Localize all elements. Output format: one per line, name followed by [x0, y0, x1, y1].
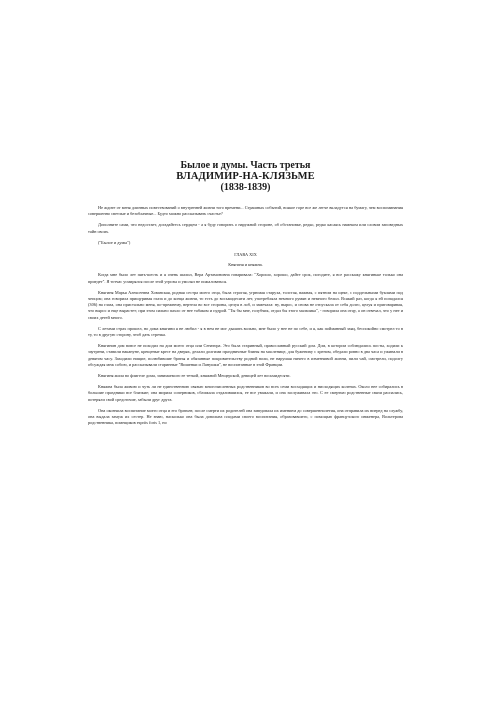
body-paragraph: Княгинин дом вовсе не походил на дом моего отца или Сенатора. Это была старинный, православный русский дом. Дом, в котором соблюдались посты, ходили к заутрени, ставили накануне, крещеные крест на дверях, делали долгими праздничные блины на масленице, для бужениny с хреном, обедали ровно в два часа и ужинали в девятом часу. Заходили нищие, полюбившие братья и обязанные покровительству родной воли, не нарушая ничего в изменчивой жизни, пили чай, смотрели, подолгу обсуждая меж собою, и рассказывали старинные "Вишенки и Ланушки", не воспитанные в этой Франции. [88, 343, 403, 367]
epigraph-paragraph: Не ждите от меня длинных повествований о внутренней жизни того времени... Страшных событий, всякое горе все же легче вкладутся на бумагу, чем воспоминания совершенно светлые и безоблачные... Будто можно рассказывать счастье? [88, 205, 403, 217]
epigraph-paragraph: Дополните сами, что недостает, догадайтесь сердцем - а я буду говорить о наружной стороне, об обстановке, редко, редко касаясь намеком или словом заповедных тайн своих. [88, 222, 403, 234]
body-paragraph: Она окончила воспитание моего отца и его братьев; после смерти их родителей она заведовала их имением до совершеннолетия, она отправила их вперед на службу, она выдала замуж их сестер. Не знаю, насколько она была довольна плодами своего воспитания, образовавшего, с помощью французского инженера, Вольтерова родственника, помещиков esprits forts 1, но [88, 407, 403, 426]
title-block [88, 160, 403, 193]
chapter-subtitle: Княгиня и княжна. [228, 262, 263, 268]
epigraph-source: ("Былое и думы") [98, 239, 131, 245]
chapter-heading: ГЛАВА XIX [234, 252, 257, 258]
body-paragraph: Княгиня Марья Алексеевна Хованская, родная сестра моего отца, была строгая, угрюмая старуха, толстая, важная, с пятном на щеке, с поддельными буклями под чепцом; она говорила прищуривая глаза и до конца жизни, то есть до восьмидесяти лет, употребляла немного румян и немного белил. Всякий раз, когда я ей попадался (306) на глаза, она пристально меня, по-прежнему, вертела во все стороны, целуя в лоб, и замечала: ну, вырос, и снова не отпускала от себя долго, целуя и приговаривая, что вырос и еще вырастет; при этом сильно пахло от нее табаком и пудрой. "Ты бы мне, голубчик, отдал бы этого мальчика", - говорила она отцу, а он отвечал, что у нее и своих детей много. [88, 289, 403, 320]
body-paragraph: Княгиня жила во флигеле дома, занимаемого ее теткой, княжной Мещерской, девицей лет восьмидесяти. [98, 373, 291, 379]
part-title: ВЛАДИМИР-НА-КЛЯЗЬМЕ [176, 171, 315, 182]
body-paragraph: Княжна была живою и чуть ли не единственною связью многочисленных родственников во всех семи восходящих и нисходящих коленах. Около нее собирались в большие праздники все близкие; она мирила соперников, сближала отдалившихся, ее все уважали, и она заслуживала это. С ее смертью родственные связи распались, потеряли свой средоточие, забыли друг друга. [88, 384, 403, 402]
body-paragraph: Когда мне было лет пять-шесть и я очень шалил, Вера Артамоновна говаривала: "Хорошо, хорошо, дайте срок, погодите, я все расскажу княгиньке только она приедет". Я тотчас усмирялся после этой угрозы и умолял не пожаловаться. [88, 272, 403, 284]
part-years: (1838-1839) [220, 182, 271, 193]
body-paragraph: С летами страх прошел, но дома княгини я не любил - я в нем не мог дышать вольно, мне было у нее не по себе, и я, как пойманный заяц, беспокойно смотрел то в ту, то в другую сторону, чтоб дать стречка. [88, 325, 403, 338]
book-title: Былое и думы. Часть третья [180, 160, 311, 171]
